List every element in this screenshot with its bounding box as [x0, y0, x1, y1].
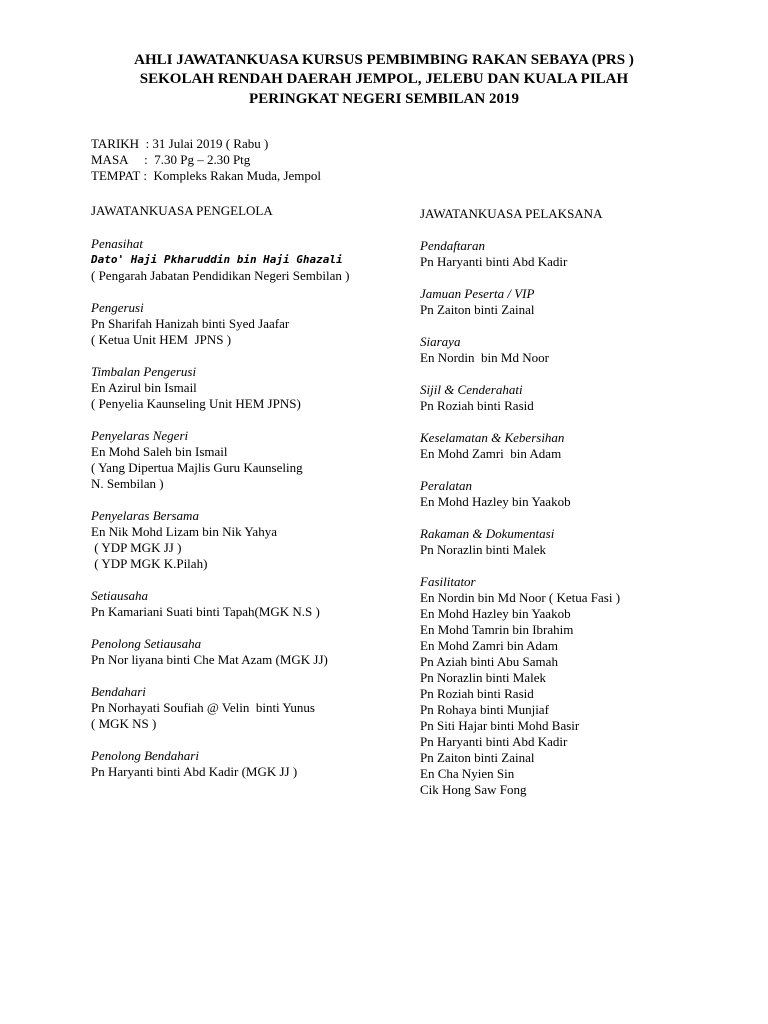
committee-role-label: Penasihat — [91, 236, 143, 251]
committee-pelaksana-column — [420, 206, 750, 814]
committee-member-line: Pn Haryanti binti Abd Kadir — [420, 254, 568, 269]
committee-member-line: ( Pengarah Jabatan Pendidikan Negeri Sembilan ) — [91, 268, 350, 283]
document-title-line-3: PERINGKAT NEGERI SEMBILAN 2019 — [249, 91, 519, 107]
document-title-line-1: AHLI JAWATANKUASA KURSUS PEMBIMBING RAKAN SEBAYA (PRS ) — [134, 52, 634, 68]
event-venue: TEMPAT : Kompleks Rakan Muda, Jempol — [91, 168, 322, 183]
committee-member-line: Pn Kamariani Suati binti Tapah(MGK N.S ) — [91, 604, 320, 619]
committee-role-label: Pendaftaran — [420, 238, 485, 253]
event-time: MASA : 7.30 Pg – 2.30 Ptg — [91, 152, 251, 167]
committee-group — [91, 748, 411, 780]
event-info — [91, 136, 321, 184]
committee-member-line: ( YDP MGK K.Pilah) — [91, 556, 208, 571]
committee-member-line: Pn Norazlin binti Malek — [420, 670, 547, 685]
committee-member-line: En Azirul bin Ismail — [91, 380, 197, 395]
committee-group — [91, 300, 411, 348]
committee-member-line: Pn Sharifah Hanizah binti Syed Jaafar — [91, 316, 290, 331]
committee-member-line: Pn Roziah binti Rasid — [420, 398, 534, 413]
committee-group — [420, 430, 750, 462]
committee-group — [420, 382, 750, 414]
committee-role-label: Peralatan — [420, 478, 472, 493]
document-title-line-2: SEKOLAH RENDAH DAERAH JEMPOL, JELEBU DAN KUALA PILAH — [139, 71, 629, 87]
committee-member-line: ( MGK NS ) — [91, 716, 157, 731]
committee-group — [420, 478, 750, 510]
committee-group — [420, 574, 750, 798]
committee-member-line: Pn Norazlin binti Malek — [420, 542, 547, 557]
committee-pelaksana-heading: JAWATANKUASA PELAKSANA — [420, 206, 603, 221]
committee-member-line: En Mohd Zamri bin Adam — [420, 638, 558, 653]
committee-member-line: En Nordin bin Md Noor — [420, 350, 549, 365]
committee-member-line: Pn Nor liyana binti Che Mat Azam (MGK JJ) — [91, 652, 328, 667]
committee-member-line: En Nordin bin Md Noor ( Ketua Fasi ) — [420, 590, 621, 605]
committee-member-line: Pn Norhayati Soufiah @ Velin binti Yunus — [91, 700, 315, 715]
committee-member-line: Cik Hong Saw Fong — [420, 782, 527, 797]
committee-member-line: Pn Zaiton binti Zainal — [420, 750, 535, 765]
committee-pengelola-column — [91, 203, 411, 796]
committee-role-label: Setiausaha — [91, 588, 149, 603]
committee-group — [91, 636, 411, 668]
committee-role-label: Bendahari — [91, 684, 146, 699]
committee-member-line: En Mohd Hazley bin Yaakob — [420, 606, 571, 621]
committee-member-line: En Nik Mohd Lizam bin Nik Yahya — [91, 524, 277, 539]
committee-member-line: ( Yang Dipertua Majlis Guru Kaunseling — [91, 460, 303, 475]
committee-group — [91, 236, 411, 284]
committee-member-line: Pn Roziah binti Rasid — [420, 686, 534, 701]
committee-member-line: ( YDP MGK JJ ) — [91, 540, 182, 555]
committee-role-label: Penyelaras Negeri — [91, 428, 189, 443]
committee-role-label: Rakaman & Dokumentasi — [420, 526, 555, 541]
committee-role-label: Penolong Setiausaha — [91, 636, 202, 651]
committee-member-line: En Cha Nyien Sin — [420, 766, 515, 781]
committee-member-line: Pn Aziah binti Abu Samah — [420, 654, 558, 669]
committee-role-label: Fasilitator — [420, 574, 476, 589]
committee-member-line: En Mohd Saleh bin Ismail — [91, 444, 228, 459]
committee-group — [420, 334, 750, 366]
committee-member-line: ( Ketua Unit HEM JPNS ) — [91, 332, 232, 347]
committee-role-label: Siaraya — [420, 334, 461, 349]
committee-group — [420, 286, 750, 318]
committee-member-line: Pn Rohaya binti Munjiaf — [420, 702, 549, 717]
committee-group — [91, 588, 411, 620]
committee-role-label: Penyelaras Bersama — [91, 508, 199, 523]
committee-role-label: Penolong Bendahari — [91, 748, 199, 763]
committee-group — [91, 364, 411, 412]
committee-member-line: Pn Haryanti binti Abd Kadir — [420, 734, 568, 749]
committee-pengelola-heading: JAWATANKUASA PENGELOLA — [91, 203, 273, 218]
committee-role-label: Keselamatan & Kebersihan — [420, 430, 565, 445]
committee-group — [420, 526, 750, 558]
committee-member-line: Pn Haryanti binti Abd Kadir (MGK JJ ) — [91, 764, 298, 779]
committee-member-line: ( Penyelia Kaunseling Unit HEM JPNS) — [91, 396, 301, 411]
committee-member-line: Pn Zaiton binti Zainal — [420, 302, 535, 317]
committee-group — [91, 684, 411, 732]
committee-group — [420, 238, 750, 270]
committee-group — [91, 428, 411, 492]
committee-member-line: En Mohd Tamrin bin Ibrahim — [420, 622, 574, 637]
committee-role-label: Timbalan Pengerusi — [91, 364, 197, 379]
committee-member-line: Dato' Haji Pkharuddin bin Haji Ghazali — [91, 253, 343, 266]
committee-role-label: Jamuan Peserta / VIP — [420, 286, 535, 301]
committee-member-line: En Mohd Zamri bin Adam — [420, 446, 562, 461]
event-date: TARIKH : 31 Julai 2019 ( Rabu ) — [91, 136, 269, 151]
committee-group — [91, 508, 411, 572]
committee-member-line: N. Sembilan ) — [91, 476, 164, 491]
committee-role-label: Pengerusi — [91, 300, 144, 315]
committee-member-line: Pn Siti Hajar binti Mohd Basir — [420, 718, 580, 733]
committee-member-line: En Mohd Hazley bin Yaakob — [420, 494, 571, 509]
committee-role-label: Sijil & Cenderahati — [420, 382, 523, 397]
